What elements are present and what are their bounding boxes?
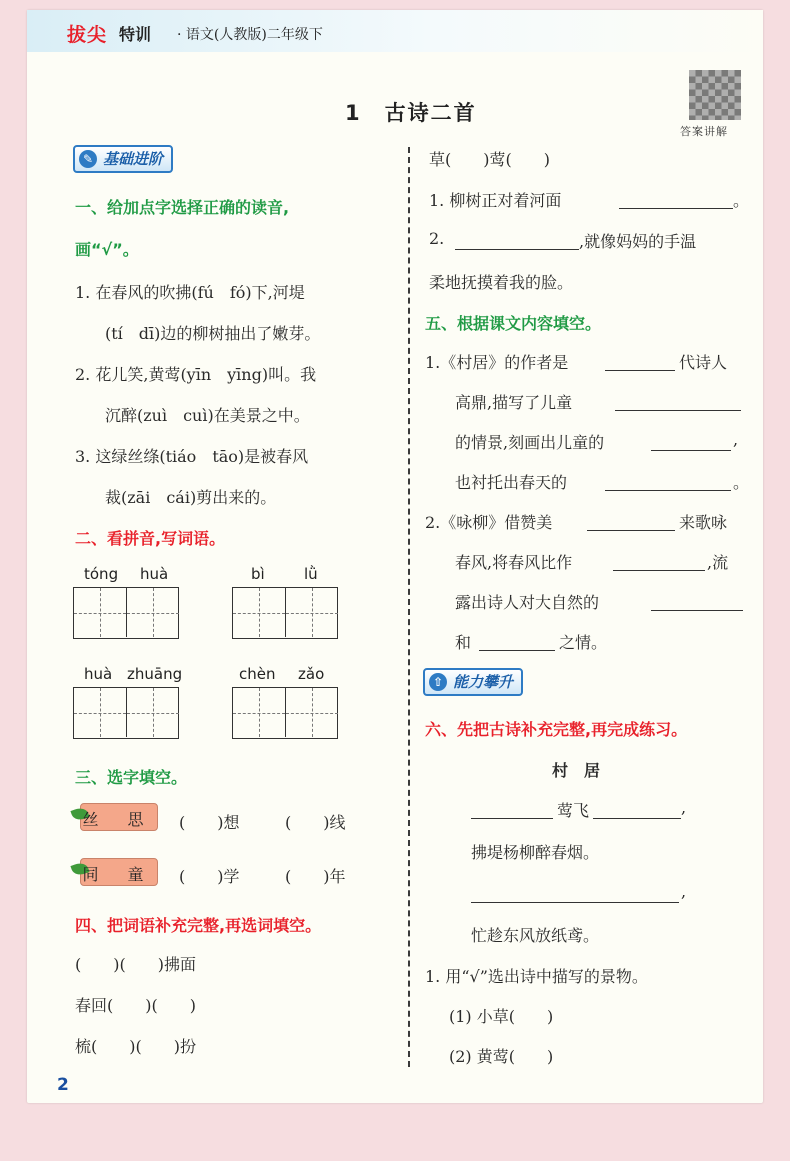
- q4-heading: 四、把词语补充完整,再选词填空。: [75, 916, 322, 935]
- q6-option-1[interactable]: (1) 小草( ): [449, 1007, 554, 1026]
- answer-line[interactable]: [613, 570, 705, 571]
- q5-line-8: 和: [455, 633, 472, 652]
- q3-heading: 三、选字填空。: [75, 768, 188, 787]
- q5-line-5: 2.《咏柳》借赞美: [425, 513, 553, 532]
- char-choice-chip-1: 丝 思: [80, 803, 158, 831]
- q3-blank-1b[interactable]: ( )线: [285, 813, 346, 832]
- answer-line[interactable]: [587, 530, 675, 531]
- q4-fill-2: 2.: [429, 229, 445, 248]
- q1-heading: 一、给加点字选择正确的读音,: [75, 198, 290, 217]
- q4-fill-1: 1. 柳树正对着河面: [429, 191, 562, 210]
- write-grid-3[interactable]: [73, 687, 179, 739]
- poem-line-2: 拂堤杨柳醉春烟。: [471, 843, 600, 862]
- q5-line-3: 的情景,刻画出儿童的: [455, 433, 605, 452]
- q5-line-6: 春风,将春风比作: [455, 553, 573, 572]
- q5-line-7: 露出诗人对大自然的: [455, 593, 600, 612]
- pinyin-3a: huà: [84, 665, 113, 683]
- poem-blank-3[interactable]: [471, 902, 679, 903]
- q1-heading-2: 画“√”。: [75, 240, 139, 259]
- char-choice-chip-2: 同 童: [80, 858, 158, 886]
- header-banner: [27, 10, 763, 52]
- q1-item-3b: 裁(zāi cái)剪出来的。: [105, 488, 277, 507]
- climb-icon: ⇧: [429, 673, 447, 691]
- q5-heading: 五、根据课文内容填空。: [425, 314, 602, 333]
- q2-heading: 二、看拼音,写词语。: [75, 529, 226, 548]
- poem-line-1: 莺飞: [557, 801, 590, 820]
- q5-line-1: 1.《村居》的作者是: [425, 353, 569, 372]
- q6-option-2[interactable]: (2) 黄莺( ): [449, 1047, 554, 1066]
- pinyin-3b: zhuāng: [127, 665, 183, 683]
- poem-title: 村 居: [552, 761, 601, 780]
- poem-blank-2[interactable]: [593, 818, 681, 819]
- qr-label: 答案讲解: [680, 125, 728, 138]
- pinyin-4b: zǎo: [298, 665, 325, 683]
- section-ability-label: 能力攀升: [453, 673, 514, 691]
- column-divider: [408, 147, 410, 1067]
- q3-blank-2a[interactable]: ( )学: [179, 867, 240, 886]
- q1-item-3a: 3. 这绿丝绦(tiáo tāo)是被春风: [75, 447, 309, 466]
- q1-item-1a: 1. 在春风的吹拂(fú fó)下,河堤: [75, 283, 305, 302]
- page-number: 2: [57, 1075, 69, 1095]
- answer-line[interactable]: [615, 410, 741, 411]
- q1-item-2b: 沉醉(zuì cuì)在美景之中。: [105, 406, 310, 425]
- pen-icon: ✎: [79, 150, 97, 168]
- brand-suffix: 特训: [119, 25, 152, 44]
- qr-code[interactable]: [689, 70, 741, 120]
- poem-blank-1[interactable]: [471, 818, 553, 819]
- answer-line[interactable]: [479, 650, 555, 651]
- answer-line[interactable]: [619, 208, 733, 209]
- q4-item-3[interactable]: 梳( )( )扮: [75, 1037, 196, 1056]
- pinyin-2a: bì: [251, 565, 265, 583]
- q4-fill-2b: 柔地抚摸着我的脸。: [429, 273, 574, 292]
- pinyin-1a: tóng: [84, 565, 119, 583]
- brand-logo: 拔尖: [67, 24, 108, 46]
- q6-heading: 六、先把古诗补充完整,再完成练习。: [425, 720, 688, 739]
- q3-blank-2b[interactable]: ( )年: [285, 867, 346, 886]
- answer-line[interactable]: [605, 370, 675, 371]
- section-ability-badge: [423, 668, 523, 696]
- section-basic-label: 基础进阶: [103, 150, 164, 168]
- answer-line[interactable]: [605, 490, 731, 491]
- subject-label: · 语文(人教版)二年级下: [177, 27, 323, 43]
- q5-line-4: 也衬托出春天的: [455, 473, 568, 492]
- answer-line[interactable]: [651, 610, 743, 611]
- pinyin-2b: lǜ: [304, 565, 318, 583]
- q4-item-2[interactable]: 春回( )( ): [75, 996, 196, 1015]
- q4-word-options: 草( )莺( ): [429, 150, 550, 169]
- pinyin-1b: huà: [140, 565, 169, 583]
- workbook-page: 拔尖 特训 · 语文(人教版)二年级下 1 古诗二首 答案讲解 ✎ 基础进阶 一、给加点字选择正确的读音, 画“√”。 1. 在春风的吹拂(fú fó)下,河堤 (tí dī)边的柳树抽出了嫩芽。 2. 花儿笑,黄莺(yīn yīng)叫。我 沉醉(zuì cuì)在美景之中。 3. 这绿丝绦(tiáo tāo)是被春风 裁(zāi cái)剪出来的。 二、看拼音,写词语。 tóng huà bì lǜ huà zhuāng chèn zǎo 三、选字填空。 丝 思 ( )想 ( )线 同 童 ( )学 ( )年 四、把词语补充完整,再选词填空。 ( )( )拂面 春回( )( ) 梳( )( )扮 草( )莺( ) 1. 柳树正对着河面 。 2. ,就像妈妈的手温 柔地抚摸着我的脸。 五、根据课文内容填空。 1.《村居》的作者是 代诗人 高鼎,描写了儿童 的情景,刻画出儿童的 , 也衬托出春天的 。 2.《咏柳》借赞美 来歌咏 春风,将春风比作 ,流 露出诗人对大自然的 和 之情。 ⇧ 能力攀升 六、先把古诗补充完整,再完成练习。 村 居 莺飞 , 拂堤杨柳醉春烟。 , 忙趁东风放纸鸢。 1. 用“√”选出诗中描写的景物。 (1) 小草( ) (2) 黄莺( ) 2: [27, 10, 763, 1103]
- q5-line-2: 高鼎,描写了儿童: [455, 393, 573, 412]
- poem-line-4: 忙趁东风放纸鸢。: [471, 926, 600, 945]
- write-grid-2[interactable]: [232, 587, 338, 639]
- q6-question: 1. 用“√”选出诗中描写的景物。: [425, 967, 648, 986]
- lesson-title: 1 古诗二首: [345, 101, 477, 125]
- q3-blank-1a[interactable]: ( )想: [179, 813, 240, 832]
- write-grid-1[interactable]: [73, 587, 179, 639]
- pinyin-4a: chèn: [239, 665, 276, 683]
- q4-item-1[interactable]: ( )( )拂面: [75, 955, 196, 974]
- q1-item-2a: 2. 花儿笑,黄莺(yīn yīng)叫。我: [75, 365, 317, 384]
- answer-line[interactable]: [455, 249, 579, 250]
- answer-line[interactable]: [651, 450, 731, 451]
- write-grid-4[interactable]: [232, 687, 338, 739]
- q1-item-1b: (tí dī)边的柳树抽出了嫩芽。: [105, 324, 321, 343]
- section-basic-badge: [73, 145, 173, 173]
